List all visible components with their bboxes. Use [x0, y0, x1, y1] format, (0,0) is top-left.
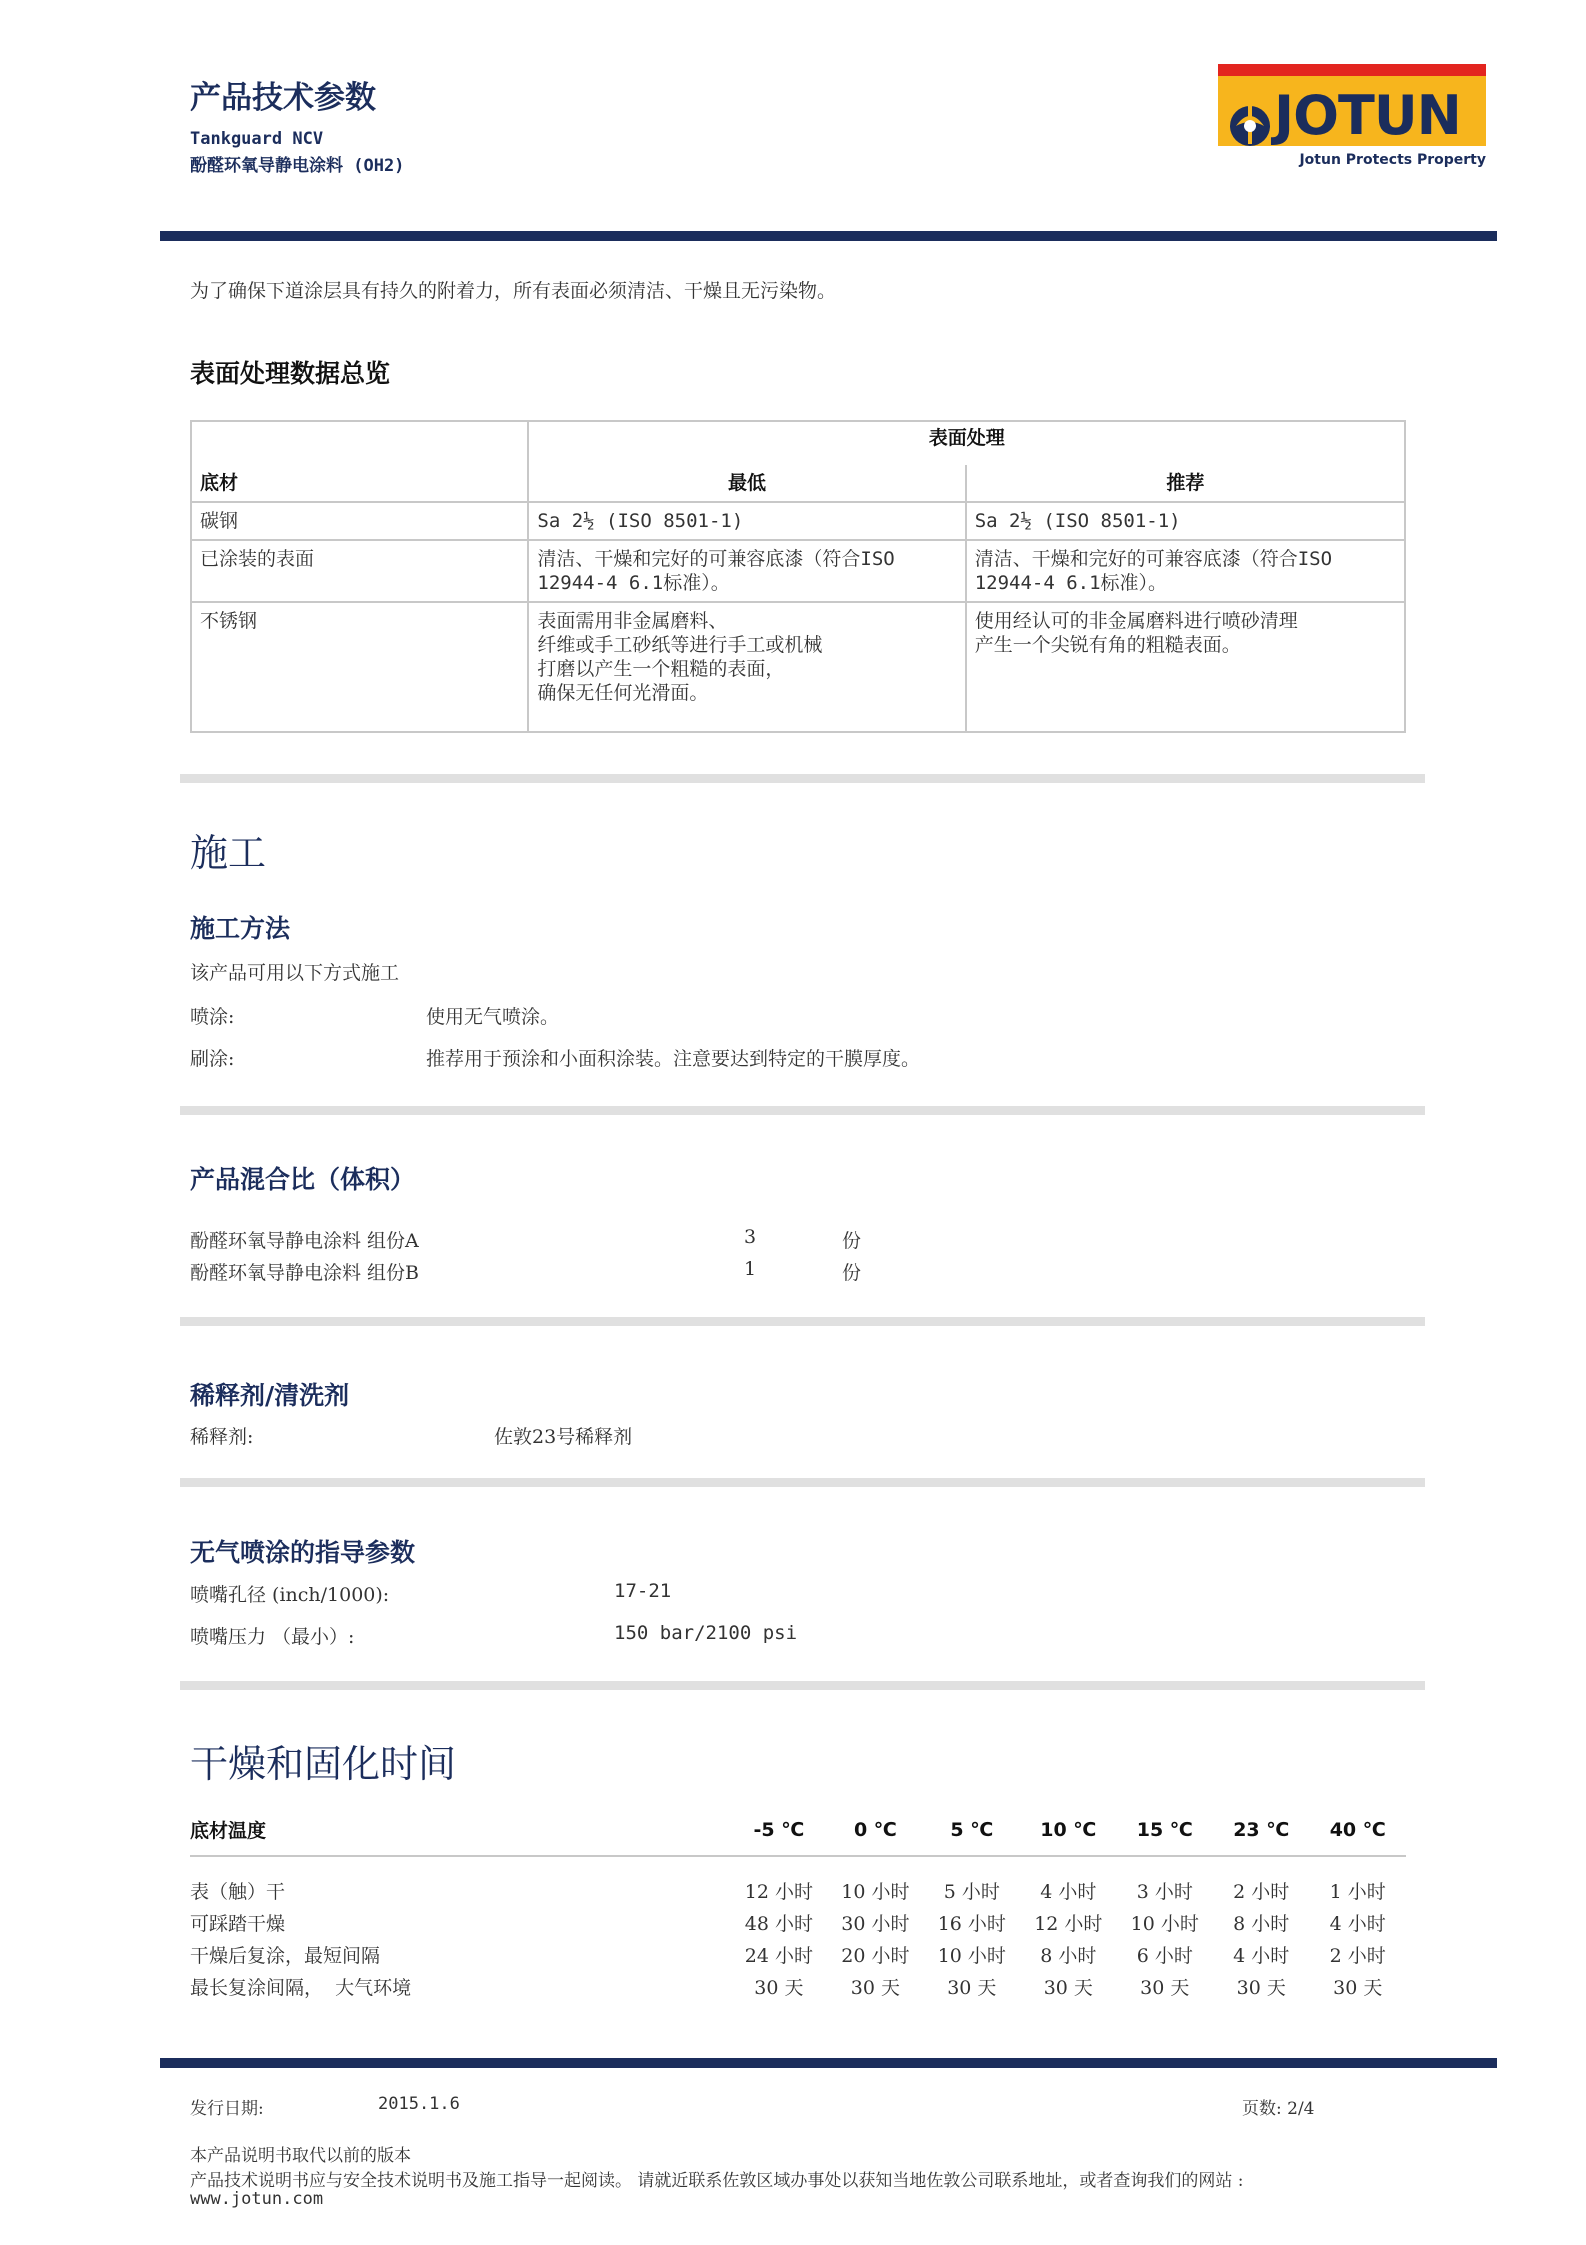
- logo-yellow-panel: [1218, 76, 1486, 146]
- recommended-cell: 使用经认可的非金属磨料进行喷砂清理 产生一个尖锐有角的粗糙表面。: [966, 602, 1405, 732]
- mix-unit: 份: [842, 1262, 862, 1284]
- table-row: [190, 1874, 1406, 1906]
- substrate-cell: 碳钢: [191, 502, 528, 540]
- table-cell: 20 小时: [841, 1944, 910, 1967]
- table-spacer: [190, 1856, 1406, 1874]
- table-cell: 30 天: [947, 1976, 997, 1999]
- logo-tagline: Jotun Protects Property: [1299, 152, 1486, 168]
- section-divider: [180, 1478, 1425, 1487]
- footer-divider: [160, 2058, 1497, 2068]
- minimum-cell: 清洁、干燥和完好的可兼容底漆（符合ISO 12944-4 6.1标准）。: [528, 540, 965, 602]
- section-divider: [180, 1106, 1425, 1115]
- airless-heading: 无气喷涂的指导参数: [190, 1538, 416, 1567]
- col-temperature: 40 ℃: [1309, 1816, 1406, 1856]
- row-label: 可踩踏干燥: [190, 1912, 286, 1935]
- table-cell: 24 小时: [744, 1944, 813, 1967]
- airless-value: 150 bar/2100 psi: [614, 1622, 798, 1644]
- mixing-heading: 产品混合比（体积）: [190, 1165, 416, 1194]
- table-cell: 5 小时: [943, 1880, 1000, 1903]
- mix-component: 酚醛环氧导静电涂料 组份A: [190, 1230, 419, 1252]
- table-cell: 2 小时: [1329, 1944, 1386, 1967]
- table-cell: 12 小时: [744, 1880, 813, 1903]
- mix-unit: 份: [842, 1230, 862, 1252]
- table-cell: 30 天: [1140, 1976, 1190, 1999]
- airless-value: 17-21: [614, 1580, 672, 1602]
- table-row: [190, 1906, 1406, 1938]
- col-substrate-temperature: 底材温度: [190, 1816, 731, 1856]
- method-value: 推荐用于预涂和小面积涂装。注意要达到特定的干膜厚度。: [426, 1048, 921, 1070]
- table-row: [190, 1938, 1406, 1970]
- col-group-surface-treatment: 表面处理: [528, 421, 1405, 465]
- table-cell: 2 小时: [1233, 1880, 1290, 1903]
- recommended-cell: Sa 2½ (ISO 8501-1): [966, 502, 1405, 540]
- document-title: 产品技术参数: [190, 80, 376, 116]
- table-cell: 30 天: [1236, 1976, 1286, 1999]
- jotun-logo: [1218, 64, 1486, 174]
- row-label: 干燥后复涂，最短间隔: [190, 1944, 381, 1967]
- table-cell: 6 小时: [1136, 1944, 1193, 1967]
- airless-label: 喷嘴孔径 (inch/1000):: [190, 1584, 390, 1606]
- application-methods-intro: 该产品可用以下方式施工: [190, 962, 400, 984]
- minimum-cell: 表面需用非金属磨料、 纤维或手工砂纸等进行手工或机械 打磨以产生一个粗糙的表面， 确保无任何光滑面。: [528, 602, 965, 732]
- substrate-cell: 已涂装的表面: [191, 540, 528, 602]
- product-name: Tankguard NCV: [190, 129, 324, 149]
- section-divider: [180, 774, 1425, 783]
- substrate-cell: 不锈钢: [191, 602, 528, 732]
- table-cell: 8 小时: [1233, 1912, 1290, 1935]
- thinner-heading: 稀释剂/清洗剂: [190, 1381, 350, 1410]
- table-cell: 30 天: [1333, 1976, 1383, 1999]
- surface-treatment-table: [190, 420, 1406, 733]
- supersedes-note: 本产品说明书取代以前的版本: [190, 2146, 411, 2166]
- product-subtitle: 酚醛环氧导静电涂料 (OH2): [190, 156, 405, 176]
- table-cell: 10 小时: [1130, 1912, 1199, 1935]
- table-row: [191, 540, 1405, 602]
- table-row: [190, 1970, 1406, 2002]
- col-temperature: 23 ℃: [1213, 1816, 1309, 1856]
- table-cell: 4 小时: [1040, 1880, 1097, 1903]
- thinner-label: 稀释剂:: [190, 1426, 254, 1448]
- section-divider: [180, 1317, 1425, 1326]
- table-cell: 4 小时: [1329, 1912, 1386, 1935]
- intro-text: 为了确保下道涂层具有持久的附着力，所有表面必须清洁、干燥且无污染物。: [190, 280, 837, 302]
- col-temperature: 0 ℃: [827, 1816, 923, 1856]
- table-cell: 10 小时: [841, 1880, 910, 1903]
- table-cell: 1 小时: [1329, 1880, 1386, 1903]
- col-temperature: -5 ℃: [731, 1816, 827, 1856]
- col-temperature: 10 ℃: [1020, 1816, 1116, 1856]
- table-cell: 30 天: [850, 1976, 900, 1999]
- table-cell: 48 小时: [744, 1912, 813, 1935]
- mix-parts: 3: [744, 1226, 757, 1248]
- table-cell: 12 小时: [1034, 1912, 1103, 1935]
- col-substrate: 底材: [191, 421, 528, 502]
- section-divider: [180, 1681, 1425, 1690]
- mix-component: 酚醛环氧导静电涂料 组份B: [190, 1262, 420, 1284]
- airless-label: 喷嘴压力 （最小）:: [190, 1626, 355, 1648]
- application-heading: 施工: [190, 831, 267, 875]
- table-header-row: [191, 421, 1405, 465]
- row-label: 表（触）干: [190, 1880, 286, 1903]
- drying-time-table: [190, 1816, 1406, 2002]
- issue-date: 2015.1.6: [378, 2094, 460, 2114]
- minimum-cell: Sa 2½ (ISO 8501-1): [528, 502, 965, 540]
- row-label: 最长复涂间隔， 大气环境: [190, 1976, 412, 1999]
- method-label: 喷涂:: [190, 1006, 235, 1028]
- table-cell: 3 小时: [1136, 1880, 1193, 1903]
- col-recommended: 推荐: [966, 465, 1405, 502]
- thinner-value: 佐敦23号稀释剂: [494, 1426, 633, 1448]
- logo-red-bar: [1218, 64, 1486, 76]
- col-temperature: 5 ℃: [924, 1816, 1020, 1856]
- page-number: 页数: 2/4: [1242, 2099, 1315, 2119]
- table-cell: 10 小时: [937, 1944, 1006, 1967]
- reading-notice: 产品技术说明书应与安全技术说明书及施工指导一起阅读。 请就近联系佐敦区域办事处以获知当地佐敦公司联系地址，或者查询我们的网站 :: [190, 2171, 1244, 2191]
- website-link[interactable]: www.jotun.com: [190, 2189, 324, 2209]
- table-cell: 4 小时: [1233, 1944, 1290, 1967]
- method-label: 刷涂:: [190, 1048, 235, 1070]
- table-cell: 8 小时: [1040, 1944, 1097, 1967]
- table-cell: 30 天: [1043, 1976, 1093, 1999]
- surface-summary-heading: 表面处理数据总览: [190, 359, 391, 388]
- col-temperature: 15 ℃: [1117, 1816, 1213, 1856]
- table-header-row: [190, 1816, 1406, 1856]
- application-methods-heading: 施工方法: [190, 914, 291, 943]
- recommended-cell: 清洁、干燥和完好的可兼容底漆（符合ISO 12944-4 6.1标准）。: [966, 540, 1405, 602]
- table-cell: 30 小时: [841, 1912, 910, 1935]
- header-divider: [160, 231, 1497, 241]
- mix-parts: 1: [744, 1258, 757, 1280]
- table-cell: 16 小时: [937, 1912, 1006, 1935]
- whale-emblem-icon: [1226, 96, 1274, 150]
- table-cell: 30 天: [754, 1976, 804, 1999]
- col-minimum: 最低: [528, 465, 965, 502]
- issue-date-label: 发行日期:: [190, 2099, 264, 2119]
- logo-wordmark: JOTUN: [1274, 84, 1461, 147]
- drying-heading: 干燥和固化时间: [190, 1742, 457, 1786]
- table-row: [191, 602, 1405, 732]
- method-value: 使用无气喷涂。: [426, 1006, 560, 1028]
- table-row: [191, 502, 1405, 540]
